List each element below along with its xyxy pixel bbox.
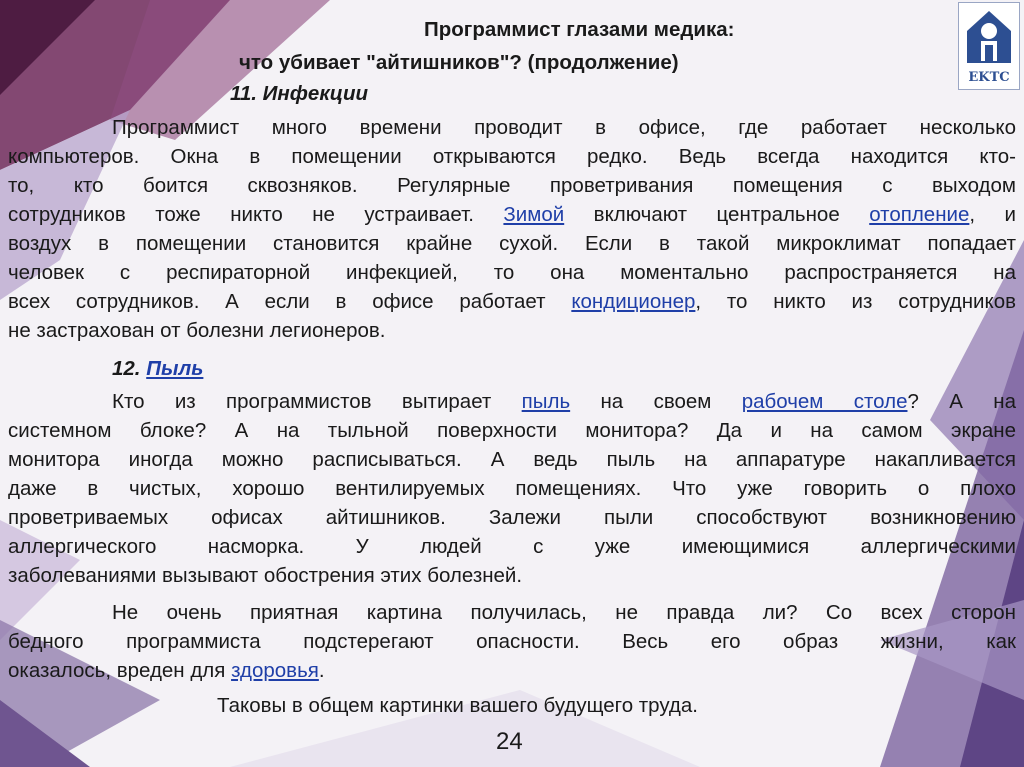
section-11-line-3: то, кто боится сквозняков. Регулярные проветривания помещения с выходом: [8, 174, 1016, 197]
section-11-line-5: воздух в помещении становится крайне сухой. Если в такой микроклимат попадает: [8, 232, 1016, 255]
section-12-line-3: монитора иногда можно расписываться. А ведь пыль на аппаратуре накапливается: [8, 448, 1016, 471]
section-12-line-4: даже в чистых, хорошо вентилируемых помещениях. Что уже говорить о плохо: [8, 477, 1016, 500]
text: на своем: [570, 390, 742, 413]
text: , то никто из сотрудников: [695, 290, 1016, 313]
text: ? А на: [907, 390, 1016, 413]
link-zimoy[interactable]: Зимой: [503, 203, 565, 226]
page-number: 24: [496, 728, 523, 755]
link-rabochem-stole[interactable]: рабочем столе: [741, 390, 908, 413]
section-11-line-7: [8, 288, 1016, 316]
section-12-heading: [112, 355, 203, 383]
section-11-heading: 11. Инфекции: [230, 82, 369, 105]
section-12-line-7: заболеваниями вызывают обострения этих болезней.: [8, 564, 523, 587]
section-11-line-2: компьютеров. Окна в помещении открываются редко. Ведь всегда находится кто-: [8, 145, 1016, 168]
logo-text: EKTC: [968, 70, 1010, 85]
link-otoplenie[interactable]: отопление: [869, 203, 970, 226]
link-pyl-heading[interactable]: Пыль: [146, 357, 204, 380]
closing-line-3: [8, 657, 325, 685]
section-11-line-4: [8, 201, 1016, 229]
text: оказалось, вреден для: [8, 659, 232, 682]
text: .: [318, 659, 325, 682]
text: включают центральное: [564, 203, 870, 226]
title-line-2: что убивает "айтишников"? (продолжение): [239, 51, 679, 74]
section-11-line-8: не застрахован от болезни легионеров.: [8, 319, 386, 342]
text: сотрудников тоже никто не устраивает.: [8, 203, 504, 226]
text: всех сотрудников. А если в офисе работает: [8, 290, 572, 313]
section-12-line-5: проветриваемых офисах айтишников. Залежи пыли способствуют возникновению: [8, 506, 1016, 529]
section-11-line-6: человек с респираторной инфекцией, то она моментально распространяется на: [8, 261, 1016, 284]
section-12-line-2: системном блоке? А на тыльной поверхности монитора? Да и на самом экране: [8, 419, 1016, 442]
section-12-number: 12.: [112, 357, 147, 380]
link-kondicioner[interactable]: кондиционер: [571, 290, 696, 313]
link-zdorovya[interactable]: здоровья: [231, 659, 319, 682]
closing-final-line: Таковы в общем картинки вашего будущего труда.: [217, 694, 698, 717]
section-12-line-6: аллергического насморка. У людей с уже имеющимися аллергическими: [8, 535, 1016, 558]
text: Кто из программистов вытирает: [112, 390, 522, 413]
closing-line-1: Не очень приятная картина получилась, не правда ли? Со всех сторон: [112, 601, 1016, 624]
link-pyl[interactable]: пыль: [521, 390, 571, 413]
section-11-line-1: Программист много времени проводит в офисе, где работает несколько: [112, 116, 1016, 139]
text: , и: [969, 203, 1017, 226]
title-line-1: Программист глазами медика:: [424, 18, 735, 41]
closing-line-2: бедного программиста подстерегают опасности. Весь его образ жизни, как: [8, 630, 1016, 653]
section-12-line-1: [112, 388, 1016, 416]
